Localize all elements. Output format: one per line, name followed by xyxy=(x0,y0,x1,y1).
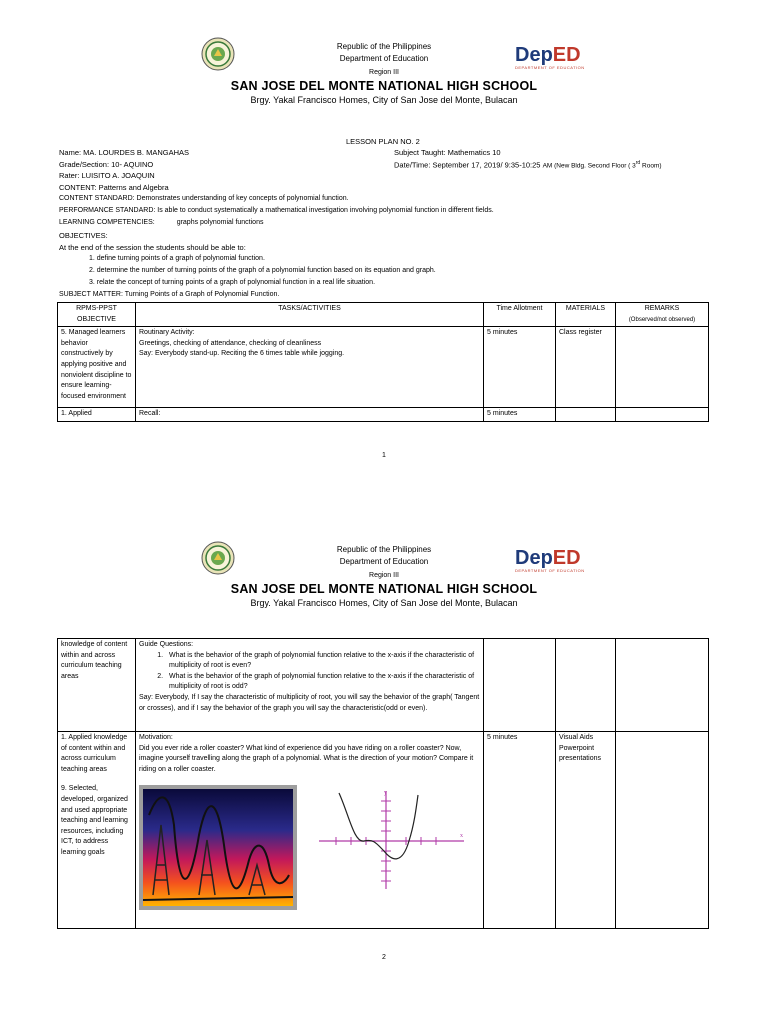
deped-logo-text-b: ED xyxy=(552,547,581,569)
rowb-remarks xyxy=(616,732,709,929)
date-time-room: Room) xyxy=(640,162,662,170)
rowb-tasks xyxy=(136,732,484,929)
subject-matter: SUBJECT MATTER: Turning Points of a Graph of Polynomial Function. xyxy=(59,291,280,298)
deped-logo-text-a: Dep xyxy=(515,547,553,569)
polynomial-graph xyxy=(314,785,474,895)
deped-tagline: DEPARTMENT OF EDUCATION xyxy=(515,65,585,70)
guide-question-2: 2. What is the behavior of the graph of polynomial function relative to the x-axis if the characteristic of multiplicity of root is odd? xyxy=(165,672,480,693)
republic-line: Republic of the Philippines xyxy=(336,42,432,51)
deped-tagline: DEPARTMENT OF EDUCATION xyxy=(515,568,585,573)
motivation-title: Motivation: xyxy=(139,734,173,741)
rowa-tasks xyxy=(136,639,484,732)
row1-task-title: Routinary Activity: xyxy=(139,329,195,337)
department-line: Department of Education xyxy=(339,557,429,566)
row2-task-title: Recall: xyxy=(136,408,484,422)
content: CONTENT: Patterns and Algebra xyxy=(59,183,169,192)
grade-section: Grade/Section: 10- AQUINO xyxy=(59,160,154,169)
school-address: Brgy. Yakal Francisco Homes, City of San Jose del Monte, Bulacan xyxy=(250,598,518,608)
date-time-am: AM (New Bldg. Second Floor ( 3 xyxy=(542,162,636,170)
guide-questions-list xyxy=(139,651,480,693)
deped-logo xyxy=(515,547,585,573)
date-time-sup: rd xyxy=(635,160,641,166)
objectives-label: OBJECTIVES: xyxy=(59,231,108,240)
row2-objective: 1. Applied xyxy=(58,408,136,422)
objective-1: 1. define turning points of a graph of polynomial function. xyxy=(89,255,265,262)
guide-questions-title: Guide Questions: xyxy=(139,641,194,648)
guide-say: Say: Everybody, If I say the characteristic of multiplicity of root, you will say the behavior of the graph( Tangent or crosses), and if I say the behavior of the graph you will say the characteristic(odd or even). xyxy=(139,693,480,712)
table-row xyxy=(58,639,709,732)
rowa-remarks xyxy=(616,639,709,732)
col-materials-header: MATERIALS xyxy=(556,303,616,327)
region-line: Region III xyxy=(369,69,399,76)
motivation-text: Did you ever ride a roller coaster? What kind of experience did you have riding on a roller coaster? Now, imagine yourself travelling along the graph of a polynomial. What is the direction of your motion? Compare it riding on a roller coaster. xyxy=(139,744,474,773)
col-objective-header: RPMS-PPST OBJECTIVE xyxy=(58,303,136,327)
col-time-header: Time Allotment xyxy=(484,303,556,327)
subject-taught: Subject Taught: Mathematics 10 xyxy=(394,148,501,157)
region-line: Region III xyxy=(369,572,399,579)
remarks-title: REMARKS xyxy=(644,305,680,312)
rowb-objective-b: 9. Selected, developed, organized and used appropriate teaching and learning resources, including ICT, to address learning goals xyxy=(61,785,128,856)
rowb-time: 5 minutes xyxy=(484,732,556,929)
row1-time: 5 minutes xyxy=(484,327,556,408)
teacher-name: Name: MA. LOURDES B. MANGAHAS xyxy=(59,148,190,157)
content-standard: CONTENT STANDARD: Demonstrates understanding of key concepts of polynomial function. xyxy=(59,195,349,202)
guide-question-1: 1. What is the behavior of the graph of polynomial function relative to the x-axis if the characteristic of multiplicity of root is even? xyxy=(165,651,480,672)
col-tasks-header: TASKS/ACTIVITIES xyxy=(136,303,484,327)
competencies-value: graphs polynomial functions xyxy=(176,219,264,226)
department-line: Department of Education xyxy=(339,54,429,63)
school-name: SAN JOSE DEL MONTE NATIONAL HIGH SCHOOL xyxy=(230,79,538,93)
row2-time: 5 minutes xyxy=(484,408,556,422)
deped-logo-text-b: ED xyxy=(552,44,581,66)
republic-line: Republic of the Philippines xyxy=(336,545,432,554)
graph-x-label: x xyxy=(460,833,463,840)
school-address: Brgy. Yakal Francisco Homes, City of San Jose del Monte, Bulacan xyxy=(250,95,518,105)
page-number-2: 2 xyxy=(382,954,386,961)
performance-standard: PERFORMANCE STANDARD: Is able to conduct systematically a mathematical investigation involving polynomial function in different fields. xyxy=(59,207,494,214)
objective-2: 2. determine the number of turning points of the graph of a polynomial function based on its equation and graph. xyxy=(89,267,436,274)
rowa-materials xyxy=(556,639,616,732)
objectives-intro: At the end of the session the students should be able to: xyxy=(59,243,246,252)
remarks-sub: (Observed/not observed) xyxy=(628,316,696,323)
graph-y-label: y xyxy=(384,790,387,797)
row1-objective: 5. Managed learners behavior constructively by applying positive and nonviolent discipline to ensure learning-focused environment xyxy=(58,327,136,408)
rater: Rater: LUISITO A. JOAQUIN xyxy=(59,171,155,180)
rowb-materials: Visual Aids Powerpoint presentations xyxy=(556,732,616,929)
row1-task-line2: Say: Everybody stand-up. Reciting the 6 times table while jogging. xyxy=(139,350,345,358)
rowa-time xyxy=(484,639,556,732)
rowa-objective: knowledge of content within and across curriculum teaching areas xyxy=(58,639,136,732)
objective-3: 3. relate the concept of turning points of a graph of polynomial function in a real life situation. xyxy=(89,279,376,286)
date-time-main: Date/Time: September 17, 2019/ 9:35-10:25 xyxy=(394,160,543,170)
deped-logo-text-a: Dep xyxy=(515,44,553,66)
lesson-table-page2 xyxy=(57,638,709,929)
school-name: SAN JOSE DEL MONTE NATIONAL HIGH SCHOOL xyxy=(230,582,538,596)
competencies-label: LEARNING COMPETENCIES: xyxy=(59,219,155,226)
page-number-1: 1 xyxy=(382,452,386,459)
table-row xyxy=(58,732,709,929)
rowb-objective-a: 1. Applied knowledge of content within and across curriculum teaching areas xyxy=(61,734,128,773)
roller-coaster-image xyxy=(139,785,297,910)
row1-task-line1: Greetings, checking of attendance, checking of cleanliness xyxy=(139,339,322,347)
row1-materials: Class register xyxy=(556,327,616,408)
rowb-objective xyxy=(58,732,136,929)
lesson-plan-title: LESSON PLAN NO. 2 xyxy=(346,137,420,146)
